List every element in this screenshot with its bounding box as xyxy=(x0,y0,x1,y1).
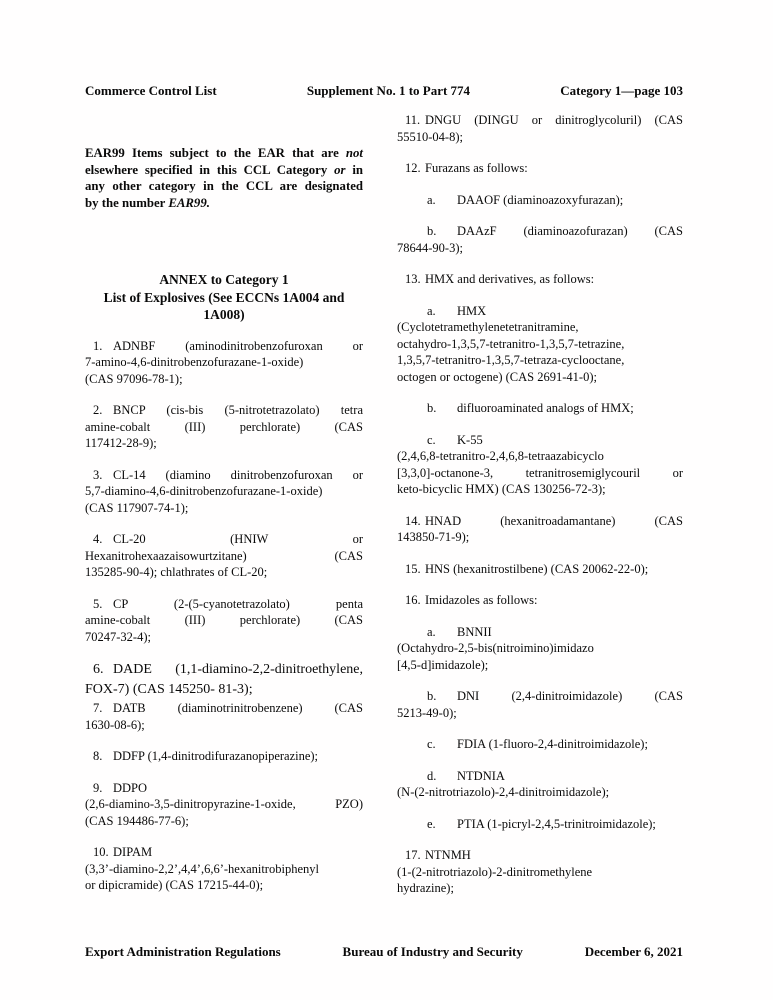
item-number-label: 1. xyxy=(93,338,103,353)
item-number-label: b. xyxy=(427,401,437,415)
page-header xyxy=(85,83,683,98)
text-segment: HNS (hexanitrostilbene) (CAS 20062-22-0); xyxy=(425,561,649,576)
text-segment: (CAS 97096-78-1); xyxy=(85,371,183,386)
text-line xyxy=(85,660,363,680)
text-segment: Furazans as follows: xyxy=(425,161,528,175)
text-line xyxy=(85,402,363,419)
header-page-number: Category 1—page 103 xyxy=(560,83,683,98)
text-segment: 78644-90-3); xyxy=(397,240,463,255)
item-number-label: a. xyxy=(427,624,436,639)
text-segment: or dipicramide) (CAS 17215-44-0); xyxy=(85,878,264,892)
item-number-label: b. xyxy=(427,224,437,238)
text-segment: NTNMH xyxy=(425,848,471,862)
text-line xyxy=(85,435,363,452)
annex-item-4 xyxy=(85,531,363,581)
text-line xyxy=(397,529,683,546)
text-line xyxy=(85,813,363,830)
text-line xyxy=(85,483,363,500)
text-segment: octahydro-1,3,5,7-tetranitro-1,3,5,7-tetrazine, xyxy=(397,336,625,351)
header-left-title: Commerce Control List xyxy=(85,83,217,98)
text-line xyxy=(85,548,363,565)
text-line xyxy=(85,877,363,894)
text-line xyxy=(397,880,683,897)
annex-item-15 xyxy=(397,561,683,578)
text-segment: (CAS 117907-74-1); xyxy=(85,500,189,515)
text-line xyxy=(85,162,363,179)
annex-item-b xyxy=(397,400,683,417)
text-segment: [3,3,0]-octanone-3, tetranitrosemiglycouril or xyxy=(397,465,683,480)
text-segment: DADE (1,1-diamino-2,2-dinitroethylene, xyxy=(113,662,363,677)
item-number-label: c. xyxy=(427,432,436,447)
item-number-label: 10. xyxy=(93,845,109,859)
item-number-label: a. xyxy=(427,192,436,207)
item-number-label: b. xyxy=(427,689,437,703)
text-segment: DNGU (DINGU or dinitroglycoluril) (CAS xyxy=(425,113,683,127)
text-segment: by the number xyxy=(85,195,169,210)
text-segment: CL-14 (diamino dinitrobenzofuroxan or xyxy=(113,467,363,482)
text-segment: DDPO xyxy=(113,780,148,795)
text-segment: (2,6-diamino-3,5-dinitropyrazine-1-oxide, PZO) xyxy=(85,797,363,811)
text-line xyxy=(397,271,683,288)
item-number-label: 12. xyxy=(405,161,421,175)
annex-heading-line: List of Explosives (See ECCNs 1A004 and xyxy=(103,289,345,305)
text-segment: EAR99 Items subject to the EAR that are xyxy=(85,146,346,160)
text-line xyxy=(85,844,363,861)
annex-item-8 xyxy=(85,748,363,765)
item-number-label: d. xyxy=(427,768,437,783)
text-line xyxy=(85,178,363,195)
annex-item-6 xyxy=(85,660,363,700)
text-segment: PTIA (1-picryl-2,4,5-trinitroimidazole); xyxy=(457,816,656,831)
text-segment: CL-20 (HNIW or xyxy=(113,532,363,546)
text-line xyxy=(85,467,363,484)
annex-item-17 xyxy=(397,847,683,897)
annex-item-10 xyxy=(85,844,363,894)
text-line xyxy=(85,419,363,436)
item-number-label: 2. xyxy=(93,403,103,417)
text-line xyxy=(397,129,683,146)
text-line xyxy=(397,192,683,209)
annex-heading-line: ANNEX to Category 1 xyxy=(159,272,289,287)
text-line xyxy=(397,688,683,705)
text-segment: difluoroaminated analogs of HMX; xyxy=(457,401,634,415)
text-segment: 1,3,5,7-tetranitro-1,3,5,7-tetraza-cyclooctane, xyxy=(397,353,625,367)
text-segment: DAAzF (diaminoazofurazan) (CAS xyxy=(457,224,683,238)
annex-item-5 xyxy=(85,596,363,646)
text-line xyxy=(397,657,683,674)
text-segment: not xyxy=(345,146,363,160)
text-segment: 5,7-diamino-4,6-dinitrobenzofurazane-1-oxide) xyxy=(85,484,323,498)
text-line xyxy=(397,513,683,530)
text-segment: FOX-7) (CAS 145250- 81-3); xyxy=(85,682,253,697)
text-segment: amine-cobalt (III) perchlorate) (CAS xyxy=(85,419,363,434)
text-line xyxy=(397,816,683,833)
annex-item-a xyxy=(397,624,683,674)
right-column xyxy=(397,112,683,912)
text-segment: NTDNIA xyxy=(457,768,505,783)
text-segment: DNI (2,4-dinitroimidazole) (CAS xyxy=(457,689,683,703)
text-segment: (Octahydro-2,5-bis(nitroimino)imidazo xyxy=(397,641,594,655)
annex-heading-line: 1A008) xyxy=(203,307,245,322)
text-line xyxy=(85,748,363,765)
text-line xyxy=(85,500,363,517)
annex-item-9 xyxy=(85,780,363,830)
text-segment: (3,3’-diamino-2,2’,4,4’,6,6’-hexanitrobiphenyl xyxy=(85,861,319,876)
text-segment: hydrazine); xyxy=(397,881,454,895)
item-number-label: 5. xyxy=(93,596,103,611)
item-number-label: c. xyxy=(427,737,436,751)
text-line xyxy=(397,592,683,609)
annex-item-b xyxy=(397,223,683,256)
text-line xyxy=(397,705,683,722)
text-segment: HMX xyxy=(457,303,487,318)
ear99-designation-paragraph xyxy=(85,145,363,211)
annex-item-13 xyxy=(397,271,683,288)
text-line xyxy=(85,780,363,797)
text-segment: CP (2-(5-cyanotetrazolato) penta xyxy=(113,596,363,611)
footer-date: December 6, 2021 xyxy=(584,944,683,959)
text-line xyxy=(85,564,363,581)
item-number-label: 8. xyxy=(93,749,103,763)
text-line xyxy=(85,629,363,646)
text-line xyxy=(397,448,683,465)
text-line xyxy=(85,861,363,878)
text-segment: 7-amino-4,6-dinitrobenzofurazane-1-oxide) xyxy=(85,355,304,369)
text-segment: in xyxy=(345,162,363,177)
page-footer xyxy=(85,944,683,959)
text-line xyxy=(85,371,363,388)
text-line xyxy=(85,612,363,629)
text-segment: Hexanitrohexaazaisowurtzitane) (CAS xyxy=(85,548,363,563)
text-segment: 70247-32-4); xyxy=(85,629,151,644)
annex-item-7 xyxy=(85,700,363,733)
text-line xyxy=(85,796,363,813)
annex-item-d xyxy=(397,768,683,801)
item-number-label: a. xyxy=(427,303,436,318)
text-segment: (N-(2-nitrotriazolo)-2,4-dinitroimidazole); xyxy=(397,785,610,799)
text-line xyxy=(397,223,683,240)
left-column xyxy=(85,145,363,909)
text-segment: 135285-90-4); chlathrates of CL-20; xyxy=(85,565,268,579)
text-segment: 5213-49-0); xyxy=(397,705,457,720)
explosives-list-items-11-17 xyxy=(397,112,683,897)
text-segment: 55510-04-8); xyxy=(397,129,463,144)
text-line xyxy=(85,145,363,162)
annex-item-11 xyxy=(397,112,683,145)
item-number-label: 13. xyxy=(405,272,421,286)
text-line xyxy=(397,432,683,449)
text-line xyxy=(85,717,363,734)
item-number-label: 15. xyxy=(405,561,421,576)
text-line xyxy=(85,680,363,700)
annex-heading xyxy=(85,271,363,324)
text-line xyxy=(397,624,683,641)
text-segment: 117412-28-9); xyxy=(85,436,157,450)
item-number-label: 9. xyxy=(93,780,103,795)
text-line xyxy=(397,240,683,257)
annex-item-16 xyxy=(397,592,683,609)
text-segment: (1-(2-nitrotriazolo)-2-dinitromethylene xyxy=(397,864,593,879)
item-number-label: 6. xyxy=(93,662,104,677)
text-segment: ADNBF (aminodinitrobenzofuroxan or xyxy=(113,338,363,353)
text-segment: (2,4,6,8-tetranitro-2,4,6,8-tetraazabicyclo xyxy=(397,449,604,463)
item-number-label: 16. xyxy=(405,593,421,607)
text-segment: Imidazoles as follows: xyxy=(425,593,538,607)
text-segment: BNCP (cis-bis (5-nitrotetrazolato) tetra xyxy=(113,403,363,417)
text-line xyxy=(397,768,683,785)
footer-center-title: Bureau of Industry and Security xyxy=(342,944,523,959)
text-line xyxy=(85,195,363,212)
text-line xyxy=(397,640,683,657)
annex-item-1 xyxy=(85,338,363,388)
text-segment: elsewhere specified in this CCL Category xyxy=(85,162,335,177)
paragraph xyxy=(85,145,363,211)
annex-item-a xyxy=(397,303,683,386)
text-line xyxy=(397,864,683,881)
annex-item-b xyxy=(397,688,683,721)
text-line xyxy=(397,736,683,753)
text-segment: DIPAM xyxy=(113,845,153,859)
item-number-label: 11. xyxy=(405,113,421,127)
annex-item-12 xyxy=(397,160,683,177)
footer-left-title: Export Administration Regulations xyxy=(85,944,281,959)
text-line xyxy=(397,400,683,417)
text-segment: K-55 xyxy=(457,432,483,447)
text-segment: FDIA (1-fluoro-2,4-dinitroimidazole); xyxy=(457,737,648,751)
annex-item-c xyxy=(397,736,683,753)
text-segment: amine-cobalt (III) perchlorate) (CAS xyxy=(85,613,363,627)
annex-item-c xyxy=(397,432,683,498)
text-segment: DATB (diaminotrinitrobenzene) (CAS xyxy=(113,701,363,715)
text-segment: EAR99. xyxy=(168,195,210,210)
text-line xyxy=(397,319,683,336)
annex-item-2 xyxy=(85,402,363,452)
text-segment: (CAS 194486-77-6); xyxy=(85,813,189,828)
text-line xyxy=(397,160,683,177)
item-number-label: 17. xyxy=(405,848,421,862)
text-segment: 143850-71-9); xyxy=(397,530,470,544)
item-number-label: 14. xyxy=(405,513,421,528)
text-segment: or xyxy=(334,162,346,177)
text-line xyxy=(85,596,363,613)
text-segment: DAAOF (diaminoazoxyfurazan); xyxy=(457,192,624,207)
text-line xyxy=(397,847,683,864)
text-line xyxy=(85,354,363,371)
text-segment: HNAD (hexanitroadamantane) (CAS xyxy=(425,513,683,528)
text-segment: DDFP (1,4-dinitrodifurazanopiperazine); xyxy=(113,749,319,763)
text-line xyxy=(397,369,683,386)
annex-item-14 xyxy=(397,513,683,546)
annex-item-a xyxy=(397,192,683,209)
text-segment: any other category in the CCL are designated xyxy=(85,179,363,193)
text-line xyxy=(85,338,363,355)
text-line xyxy=(397,352,683,369)
item-number-label: 7. xyxy=(93,701,103,715)
text-line xyxy=(397,784,683,801)
text-segment: 1630-08-6); xyxy=(85,717,145,732)
text-line xyxy=(397,481,683,498)
text-line xyxy=(397,303,683,320)
item-number-label: e. xyxy=(427,816,436,831)
text-line xyxy=(397,465,683,482)
item-number-label: 3. xyxy=(93,467,103,482)
text-line xyxy=(397,336,683,353)
text-line xyxy=(397,112,683,129)
header-center-title: Supplement No. 1 to Part 774 xyxy=(306,83,471,98)
text-segment: [4,5-d]imidazole); xyxy=(397,657,489,672)
text-line xyxy=(85,700,363,717)
text-segment: keto-bicyclic HMX) (CAS 130256-72-3); xyxy=(397,482,606,496)
annex-item-3 xyxy=(85,467,363,517)
text-segment: HMX and derivatives, as follows: xyxy=(425,272,595,286)
annex-item-e xyxy=(397,816,683,833)
text-segment: BNNII xyxy=(457,624,492,639)
explosives-list-items-1-10 xyxy=(85,338,363,894)
text-line xyxy=(397,561,683,578)
item-number-label: 4. xyxy=(93,532,103,546)
text-line xyxy=(85,531,363,548)
text-segment: octogen or octogene) (CAS 2691-41-0); xyxy=(397,369,597,384)
text-segment: (Cyclotetramethylenetetranitramine, xyxy=(397,320,579,334)
